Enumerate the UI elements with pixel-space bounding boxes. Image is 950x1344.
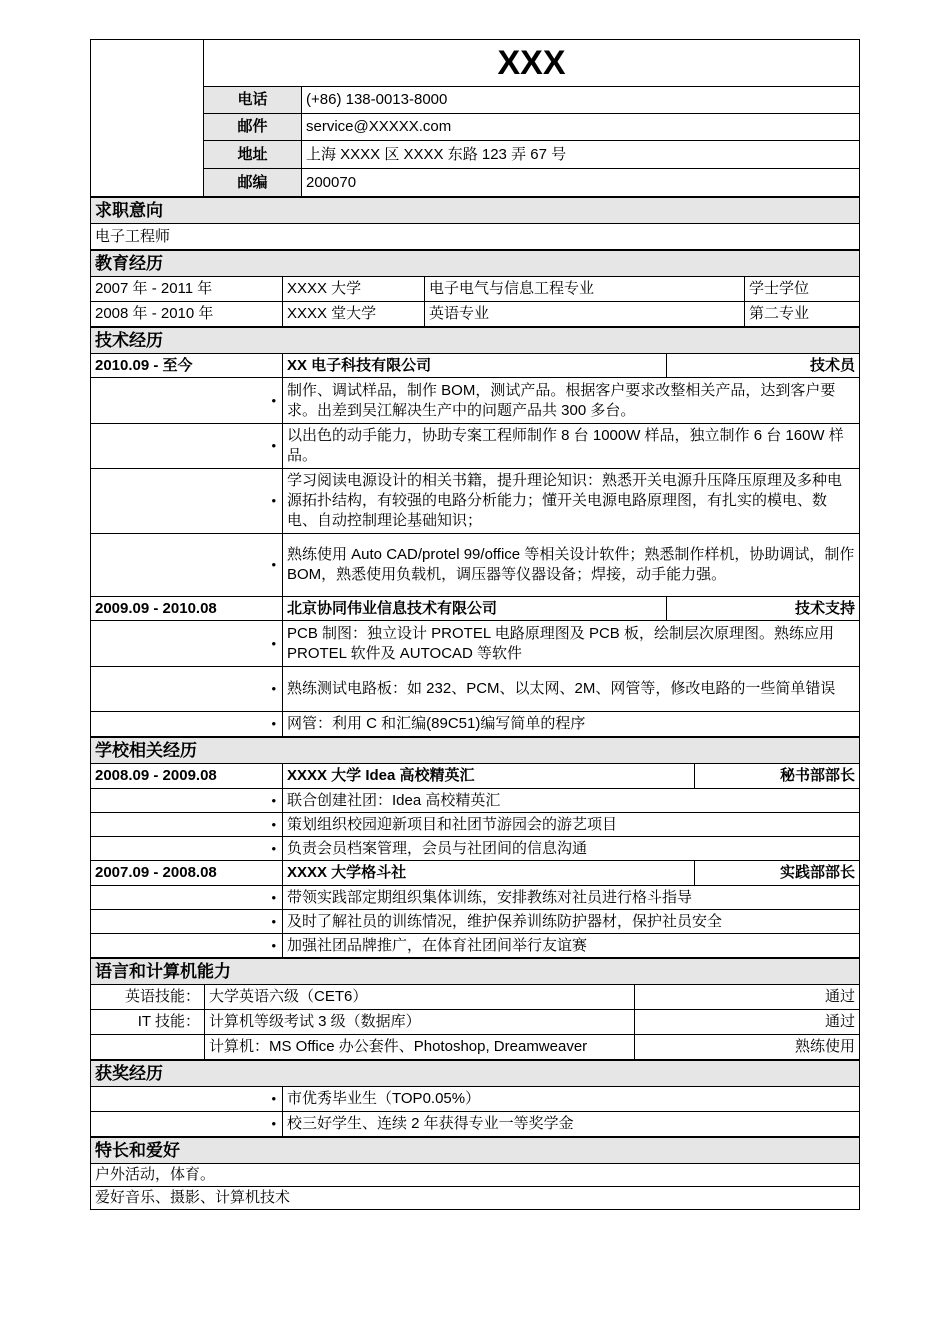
candidate-name: XXX [204,40,860,87]
org-header [91,764,860,789]
phone-value: (+86) 138-0013-8000 [302,87,860,114]
job-item-text: 熟练使用 Auto CAD/protel 99/office 等相关设计软件；熟悉制作样机，协助调试，制作 BOM，熟悉使用负载机，调压器等仪器设备；焊接，动手能力强。 [283,534,860,597]
org-item-text: 加强社团品牌推广，在体育社团间举行友谊赛 [283,934,860,958]
bullet: • [91,534,283,597]
edu-major: 电子电气与信息工程专业 [425,277,745,302]
bullet: • [91,667,283,712]
bullet: • [91,424,283,469]
job-company: 北京协同伟业信息技术有限公司 [283,597,667,621]
job-header [91,597,860,621]
bullet: • [91,934,283,958]
edu-major: 英语专业 [425,302,745,327]
hobbies-title: 特长和爱好 [91,1138,860,1164]
org-role: 秘书部部长 [695,764,860,789]
org-item-text: 带领实践部定期组织集体训练，安排教练对社员进行格斗指导 [283,886,860,910]
job-item [91,621,860,667]
education-row [91,277,860,302]
org-role: 实践部部长 [695,861,860,886]
job-item-text: 以出色的动手能力，协助专案工程师制作 8 台 1000W 样品，独立制作 6 台 160W 样品。 [283,424,860,469]
job-item-text: 熟练测试电路板：如 232、PCM、以太网、2M、网管等，修改电路的一些简单错误 [283,667,860,712]
skill-row [91,985,860,1010]
org-name: XXXX 大学格斗社 [283,861,695,886]
school-table [90,737,860,958]
job-period: 2009.09 - 2010.08 [91,597,283,621]
tech-title: 技术经历 [91,328,860,354]
skill-desc: 大学英语六级（CET6） [205,985,635,1010]
job-item-text: PCB 制图：独立设计 PROTEL 电路原理图及 PCB 板，绘制层次原理图。熟练应用 PROTEL 软件及 AUTOCAD 等软件 [283,621,860,667]
address-value: 上海 XXXX 区 XXXX 东路 123 弄 67 号 [302,141,860,169]
job-item-text: 网管：利用 C 和汇编(89C51)编写简单的程序 [283,712,860,737]
header-table [90,39,860,197]
bullet: • [91,469,283,534]
org-item [91,813,860,837]
bullet: • [91,1112,283,1137]
education-row [91,302,860,327]
skill-desc: 计算机等级考试 3 级（数据库） [205,1010,635,1035]
org-item [91,886,860,910]
job-item [91,534,860,597]
address-label: 地址 [204,141,302,169]
edu-period: 2008 年 - 2010 年 [91,302,283,327]
org-item [91,837,860,861]
email-value: service@XXXXX.com [302,114,860,141]
zip-value: 200070 [302,169,860,197]
bullet: • [91,886,283,910]
job-company: XX 电子科技有限公司 [283,354,667,378]
bullet: • [91,1087,283,1112]
skill-row [91,1010,860,1035]
org-period: 2008.09 - 2009.08 [91,764,283,789]
bullet: • [91,621,283,667]
job-item [91,469,860,534]
edu-period: 2007 年 - 2011 年 [91,277,283,302]
org-item-text: 联合创建社团：Idea 高校精英汇 [283,789,860,813]
awards-table [90,1060,860,1137]
bullet: • [91,789,283,813]
skill-label: IT 技能： [91,1010,205,1035]
job-role: 技术员 [667,354,860,378]
objective-title: 求职意向 [91,198,860,224]
email-label: 邮件 [204,114,302,141]
job-item [91,667,860,712]
objective-value: 电子工程师 [91,224,860,250]
job-item-text: 学习阅读电源设计的相关书籍，提升理论知识：熟悉开关电源升压降压原理及多种电源拓扑结构，有较强的电路分析能力；懂开关电源电路原理图，有扎实的模电、数电、自动控制理论基础知识； [283,469,860,534]
award-text: 校三好学生、连续 2 年获得专业一等奖学金 [283,1112,860,1137]
skill-level: 熟练使用 [635,1035,860,1060]
tech-table [90,327,860,737]
edu-degree: 第二专业 [745,302,860,327]
skill-level: 通过 [635,1010,860,1035]
edu-school: XXXX 堂大学 [283,302,425,327]
bullet: • [91,910,283,934]
job-item [91,424,860,469]
skill-row [91,1035,860,1060]
org-item-text: 及时了解社员的训练情况，维护保养训练防护器材，保护社员安全 [283,910,860,934]
org-header [91,861,860,886]
resume [90,39,860,1210]
skills-table [90,958,860,1060]
award-item [91,1112,860,1137]
photo-placeholder [91,40,204,197]
bullet: • [91,837,283,861]
skill-label [91,1035,205,1060]
edu-school: XXXX 大学 [283,277,425,302]
bullet: • [91,712,283,737]
org-item-text: 负责会员档案管理，会员与社团间的信息沟通 [283,837,860,861]
job-header [91,354,860,378]
school-title: 学校相关经历 [91,738,860,764]
award-text: 市优秀毕业生（TOP0.05%） [283,1087,860,1112]
job-item-text: 制作、调试样品，制作 BOM，测试产品。根据客户要求改整相关产品，达到客户要求。出差到吴江解决生产中的问题产品共 300 多台。 [283,378,860,424]
hobby-item: 爱好音乐、摄影、计算机技术 [91,1187,860,1210]
phone-label: 电话 [204,87,302,114]
skill-level: 通过 [635,985,860,1010]
education-title: 教育经历 [91,251,860,277]
skill-desc: 计算机：MS Office 办公套件、Photoshop, Dreamweaver [205,1035,635,1060]
org-period: 2007.09 - 2008.08 [91,861,283,886]
job-item [91,378,860,424]
objective-table [90,197,860,250]
education-table [90,250,860,327]
bullet: • [91,813,283,837]
zip-label: 邮编 [204,169,302,197]
award-item [91,1087,860,1112]
org-item [91,934,860,958]
org-item-text: 策划组织校园迎新项目和社团节游园会的游艺项目 [283,813,860,837]
job-item [91,712,860,737]
job-role: 技术支持 [667,597,860,621]
awards-title: 获奖经历 [91,1061,860,1087]
skill-label: 英语技能： [91,985,205,1010]
job-period: 2010.09 - 至今 [91,354,283,378]
skills-title: 语言和计算机能力 [91,959,860,985]
org-item [91,789,860,813]
org-item [91,910,860,934]
hobby-item: 户外活动，体育。 [91,1164,860,1187]
hobbies-table [90,1137,860,1210]
edu-degree: 学士学位 [745,277,860,302]
org-name: XXXX 大学 Idea 高校精英汇 [283,764,695,789]
bullet: • [91,378,283,424]
